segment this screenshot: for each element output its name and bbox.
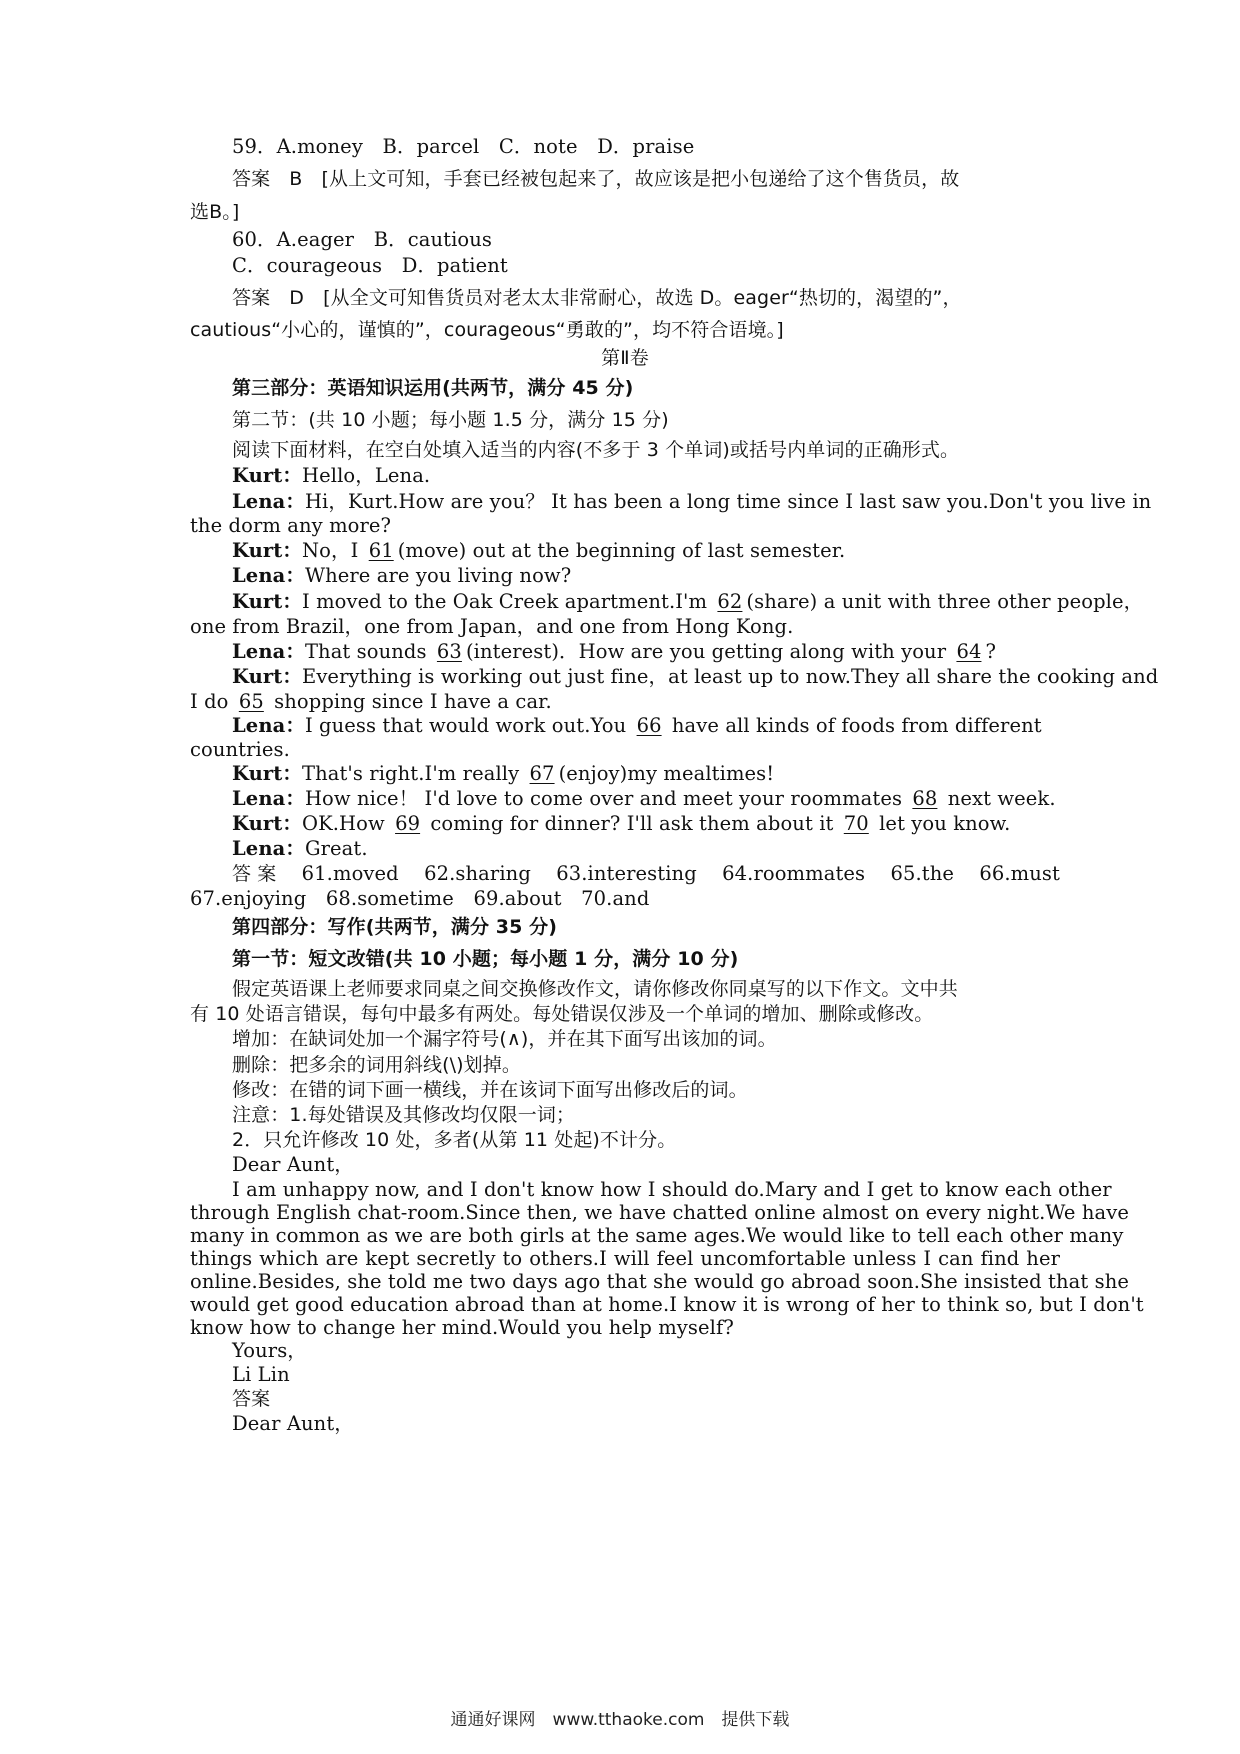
part4-inst-5: 修改：在错的词下画一横线，并在该词下面写出修改后的词。: [232, 1079, 748, 1101]
speaker: Kurt：: [232, 762, 302, 785]
answers-row-2: 67.enjoying 68.sometime 69.about 70.and: [190, 887, 650, 910]
letter-greeting: Dear Aunt，: [232, 1153, 354, 1176]
blank-67: 67: [529, 762, 555, 785]
answer-label-letter: 答案: [232, 1388, 271, 1410]
dialog-line-2: Lena：Hi，Kurt.How are you？ It has been a long time since I last saw you.Don't you live in: [232, 490, 1152, 513]
dialog-line-7: Kurt：Everything is working out just fine，at least up to now.They all share the cooking and: [232, 665, 1159, 688]
letter-line-7: know how to change her mind.Would you help myself?: [190, 1316, 734, 1339]
letter-line-2: through English chat-room.Since then, we have chatted online almost on every night.We have: [190, 1201, 1130, 1224]
speaker: Lena：: [232, 490, 305, 513]
dialog-line-11: Kurt：OK.How 69 coming for dinner? I'll ask them about it 70 let you know.: [232, 810, 1060, 838]
blank-69: 69: [395, 812, 421, 835]
letter-greeting-2: Dear Aunt，: [232, 1412, 354, 1435]
part4-title: 第四部分：写作(共两节，满分 35 分): [232, 916, 558, 938]
answer-item: 66.must: [979, 862, 1060, 885]
speaker: Kurt：: [232, 539, 302, 562]
letter-line-3: many in common as we are both girls at the same ages.We would like to tell each other many: [190, 1224, 1124, 1247]
dialog-line-4: Lena：Where are you living now?: [232, 564, 572, 587]
answer-item: 63.interesting: [556, 862, 697, 885]
letter-closing: Yours，: [232, 1339, 307, 1362]
part4-section1: 第一节：短文改错(共 10 小题；每小题 1 分，满分 10 分): [232, 948, 739, 970]
blank-62: 62: [717, 590, 743, 613]
part4-inst-3: 增加：在缺词处加一个漏字符号(∧)，并在其下面写出该加的词。: [232, 1028, 777, 1050]
speaker: Kurt：: [232, 812, 302, 835]
speaker: Lena：: [232, 837, 305, 860]
letter-signature: Li Lin: [232, 1363, 290, 1386]
letter-line-6: would get good education abroad than at home.I know it is wrong of her to think so, but I don't: [190, 1293, 1144, 1316]
speaker: Lena：: [232, 640, 305, 663]
dialog-line-5: Kurt：I moved to the Oak Creek apartment.I'm 62 (share) a unit with three other people，: [232, 588, 1060, 616]
part3-section2: 第二节：(共 10 小题；每小题 1.5 分，满分 15 分): [232, 409, 669, 431]
answer-item: 62.sharing: [424, 862, 531, 885]
q60-answer-cont: cautious“小心的，谨慎的”，courageous“勇敢的”，均不符合语境。]: [190, 319, 784, 341]
answer-label: 答 案: [232, 863, 277, 885]
volume-title: 第Ⅱ卷: [601, 347, 649, 369]
dialog-line-5-cont: one from Brazil，one from Japan，and one from Hong Kong.: [190, 615, 794, 638]
letter-line-5: online.Besides, she told me two days ago that she would go abroad soon.She insisted that she: [190, 1270, 1130, 1293]
part4-inst-7: 2．只允许修改 10 处，多者(从第 11 处起)不计分。: [232, 1129, 677, 1151]
q59-answer: 答案 B [从上文可知，手套已经被包起来了，故应该是把小包递给了这个售货员，故: [232, 168, 960, 190]
dialog-line-1: Kurt：Hello，Lena.: [232, 464, 431, 487]
dialog-line-9: Kurt：That's right.I'm really 67 (enjoy)my mealtimes!: [232, 760, 1060, 788]
q60-answer: 答案 D [从全文可知售货员对老太太非常耐心，故选 D。eager“热切的，渴望的”，: [232, 287, 962, 309]
q59-options: 59．A.money B．parcel C．note D．praise: [232, 135, 695, 158]
part4-inst-2: 有 10 处语言错误，每句中最多有两处。每处错误仅涉及一个单词的增加、删除或修改。: [190, 1003, 934, 1025]
speaker: Kurt：: [232, 665, 302, 688]
speaker: Lena：: [232, 564, 305, 587]
q60-options-ab: 60．A.eager B．cautious: [232, 228, 493, 251]
answer-item: 65.the: [890, 862, 955, 885]
speaker: Kurt：: [232, 590, 302, 613]
answers-row-1: [232, 860, 1060, 888]
speaker: Lena：: [232, 714, 305, 737]
dialog-line-2-cont: the dorm any more?: [190, 514, 392, 537]
dialog-line-12: Lena：Great.: [232, 837, 368, 860]
dialog-line-10: Lena：How nice！ I'd love to come over and meet your roommates 68 next week.: [232, 785, 1060, 813]
dialog-line-6: Lena：That sounds 63 (interest)．How are you getting along with your 64 ?: [232, 638, 1060, 666]
part3-title: 第三部分：英语知识运用(共两节，满分 45 分): [232, 377, 634, 399]
answer-item: 64.roommates: [722, 862, 866, 885]
blank-66: 66: [636, 714, 662, 737]
blank-65: 65: [238, 690, 264, 713]
blank-64: 64: [956, 640, 982, 663]
dialog-line-8: Lena：I guess that would work out.You 66 have all kinds of foods from different: [232, 712, 1060, 740]
blank-70: 70: [843, 812, 869, 835]
dialog-line-7-cont: I do 65 shopping since I have a car.: [190, 688, 1060, 716]
q60-options-cd: C．courageous D．patient: [232, 254, 508, 277]
dialog-line-8-cont: countries.: [190, 738, 290, 761]
part4-inst-4: 删除：把多余的词用斜线(\)划掉。: [232, 1054, 521, 1076]
speaker: Kurt：: [232, 464, 302, 487]
part4-inst-1: 假定英语课上老师要求同桌之间交换修改作文，请你修改你同桌写的以下作文。文中共: [232, 978, 958, 1000]
q59-answer-cont: 选B。]: [190, 201, 240, 223]
blank-63: 63: [436, 640, 462, 663]
letter-line-1: I am unhappy now, and I don't know how I should do.Mary and I get to know each other: [232, 1178, 1112, 1201]
letter-line-4: things which are kept secretly to others.I will feel uncomfortable unless I can find her: [190, 1247, 1060, 1270]
speaker: Lena：: [232, 787, 305, 810]
blank-68: 68: [912, 787, 938, 810]
footer-source: 通通好课网 www.tthaoke.com 提供下载: [450, 1710, 790, 1730]
part3-instruction: 阅读下面材料，在空白处填入适当的内容(不多于 3 个单词)或括号内单词的正确形式。: [232, 439, 960, 461]
answer-item: 61.moved: [301, 862, 399, 885]
part4-inst-6: 注意：1.每处错误及其修改均仅限一词；: [232, 1104, 576, 1126]
blank-61: 61: [368, 539, 394, 562]
dialog-line-3: Kurt：No，I 61 (move) out at the beginning of last semester.: [232, 537, 1060, 565]
